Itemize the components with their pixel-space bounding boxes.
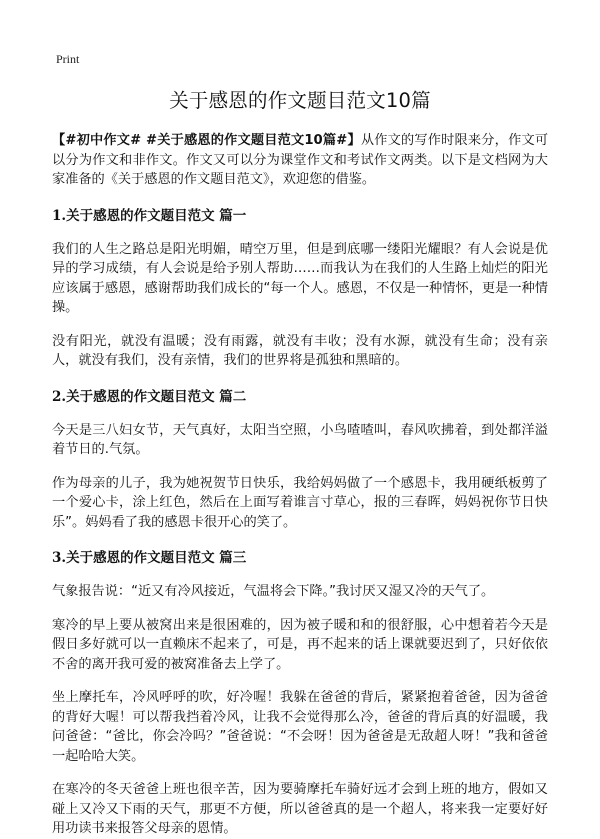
section-1 (52, 204, 548, 371)
section-heading: 2.关于感恩的作文题目范文 篇二 (52, 388, 247, 405)
paragraph: 我们的人生之路总是阳光明媚，晴空万里，但是到底哪一缕阳光耀眼？有人会说是优异的学习成绩，有人会说是给予别人帮助……而我认为在我们的人生路上灿烂的阳光应该属于感恩，感谢帮助我们成长的“每一个人。感恩，不仅是一种情怀，更是一种情操。 (52, 241, 548, 315)
paragraph: 坐上摩托车，冷风呼呼的吹，好冷喔！我躲在爸爸的背后，紧紧抱着爸爸，因为爸爸的背好大喔！可以帮我挡着冷风，让我不会觉得那么冷，爸爸的背后真的好温暖，我问爸爸：“爸比，你会冷吗？”爸爸说：“不会呀！因为爸爸是无敌超人呀！”我和爸爸一起哈哈大笑。 (52, 690, 548, 764)
print-link[interactable]: Print (56, 52, 80, 66)
paragraph: 气象报告说：“近又有冷风接近，气温将会下降。”我讨厌又湿又冷的天气了。 (52, 584, 495, 599)
intro-paragraph (52, 131, 548, 190)
paragraph: 在寒冷的冬天爸爸上班也很辛苦，因为要骑摩托车骑好远才会到上班的地方，假如又碰上又冷又下雨的天气，那更不方便，所以爸爸真的是一个超人，将来我一定要好好用功读书来报答父母亲的恩情。 (52, 782, 548, 836)
paragraph: 作为母亲的儿子，我为她祝贺节日快乐，我给妈妈做了一个感恩卡，我用硬纸板剪了一个爱心卡，涂上红色，然后在上面写着谁言寸草心，报的三春晖，妈妈祝你节日快乐”。妈妈看了我的感恩卡很开心的笑了。 (52, 475, 548, 530)
paragraph: 寒冷的早上要从被窝出来是很困难的，因为被子暖和和的很舒服，心中想着若今天是假日多好就可以一直赖床不起来了，可是，再不起来的话上课就要迟到了，只好依依不舍的离开我可爱的被窝准备去上学了。 (52, 617, 548, 672)
intro-tag: 【#初中作文# #关于感恩的作文题目范文10篇#】 (52, 133, 361, 148)
section-3 (52, 546, 548, 839)
intro-text: 从作文的写作时限来分，作文可以分为作文和非作文。作文又可以分为课堂作文和考试作文两类。以下是文档网为大家准备的《关于感恩的作文题目范文》，欢迎您的借鉴。 (52, 133, 549, 187)
section-heading: 3.关于感恩的作文题目范文 篇三 (52, 550, 247, 566)
section-2 (52, 385, 548, 533)
section-heading: 1.关于感恩的作文题目范文 篇一 (52, 207, 247, 224)
page-title: 关于感恩的作文题目范文10篇 (169, 89, 431, 112)
paragraph: 今天是三八妇女节，天气真好，太阳当空照，小鸟喳喳叫，春风吹拂着，到处都洋溢着节日的.气氛。 (52, 422, 548, 457)
paragraph: 没有阳光，就没有温暖；没有雨露，就没有丰收；没有水源，就没有生命；没有亲人，就没有我们，没有亲情，我们的世界将是孤独和黑暗的。 (52, 333, 548, 368)
